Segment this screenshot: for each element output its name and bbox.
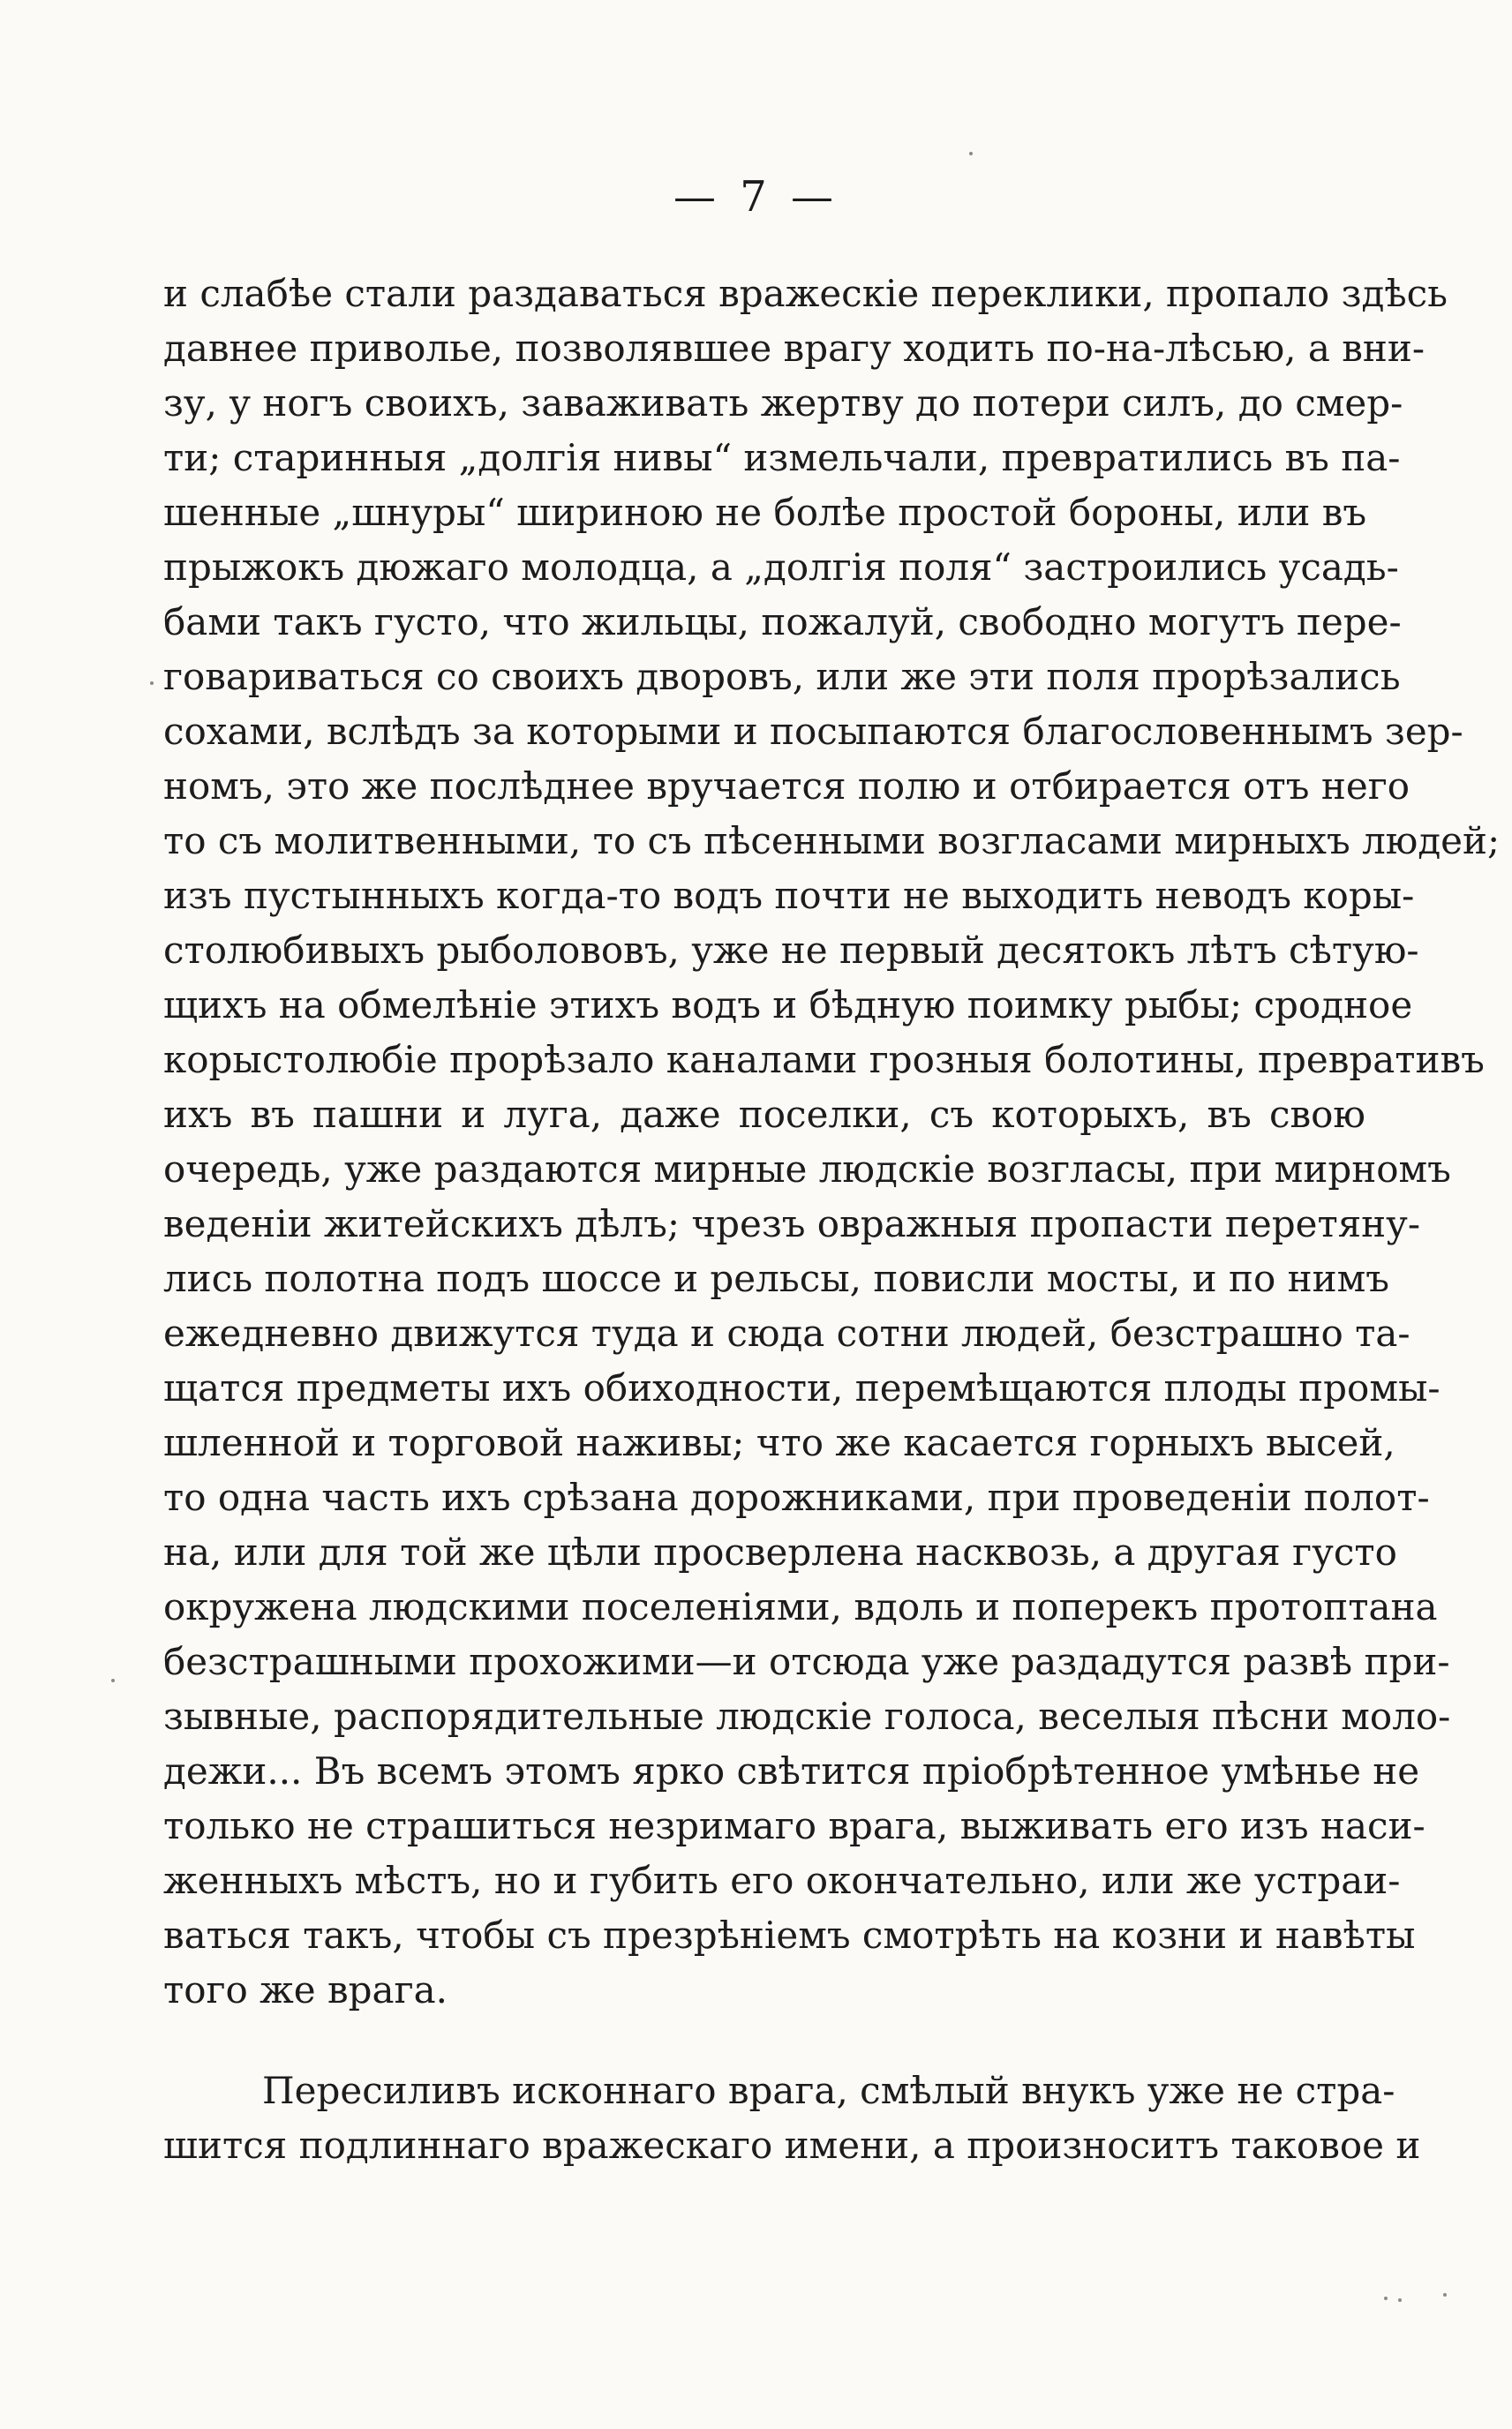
body-text xyxy=(163,267,1501,2173)
scan-speck xyxy=(1384,2297,1388,2300)
text-line: ваться такъ, чтобы съ презрѣніемъ смотрѣть на козни и навѣты xyxy=(163,1914,1416,1957)
text-line: очередь, уже раздаются мирные людскіе возгласы, при мирномъ xyxy=(163,1147,1451,1191)
scan-speck xyxy=(1398,2298,1402,2302)
scan-speck xyxy=(111,1679,115,1682)
text-line: шится подлиннаго вражескаго имени, а произноситъ таковое и xyxy=(163,2124,1421,2167)
text-line: и слабѣе стали раздаваться вражескіе переклики, пропало здѣсь xyxy=(163,272,1448,315)
text-line: ти; старинныя „долгія нивы“ измельчали, превратились въ па- xyxy=(163,436,1401,479)
text-line: Пересиливъ исконнаго врага, смѣлый внукъ уже не стра- xyxy=(262,2069,1395,2112)
text-line: того же врага. xyxy=(163,1968,448,2012)
text-line: щихъ на обмелѣніе этихъ водъ и бѣдную поимку рыбы; сродное xyxy=(163,983,1413,1026)
paragraph-gap xyxy=(163,2018,1365,2064)
text-line: прыжокъ дюжаго молодца, а „долгія поля“ застроились усадь- xyxy=(163,545,1399,589)
text-line: дежи... Въ всемъ этомъ ярко свѣтится пріобрѣтенное умѣнье не xyxy=(163,1749,1420,1793)
text-line: говариваться со своихъ дворовъ, или же эти поля прорѣзались xyxy=(163,655,1401,698)
text-line: бами такъ густо, что жильцы, пожалуй, свободно могутъ пере- xyxy=(163,600,1402,643)
scan-speck xyxy=(150,681,154,685)
text-line: номъ, это же послѣднее вручается полю и отбирается отъ него xyxy=(163,764,1410,808)
text-line: ежедневно движутся туда и сюда сотни людей, безстрашно та- xyxy=(163,1312,1410,1355)
text-line: то съ молитвенными, то съ пѣсенными возгласами мирныхъ людей; xyxy=(163,819,1501,862)
text-line: столюбивыхъ рыболововъ, уже не первый десятокъ лѣтъ сѣтую- xyxy=(163,929,1419,972)
text-line: веденіи житейскихъ дѣлъ; чрезъ овражныя пропасти перетяну- xyxy=(163,1202,1421,1245)
scan-speck xyxy=(1443,2293,1447,2297)
page-number: — 7 — xyxy=(673,172,839,222)
text-line: шленной и торговой наживы; что же касается горныхъ высей, xyxy=(163,1421,1395,1464)
text-line: зывные, распорядительные людскіе голоса, веселыя пѣсни моло- xyxy=(163,1695,1451,1738)
text-line: то одна часть ихъ срѣзана дорожниками, при проведеніи полот- xyxy=(163,1476,1430,1519)
text-line: безстрашными прохожими—и отсюда уже раздадутся развѣ при- xyxy=(163,1640,1450,1683)
text-line: окружена людскими поселеніями, вдоль и поперекъ протоптана xyxy=(163,1585,1438,1628)
text-line: зу, у ногъ своихъ, заваживать жертву до потери силъ, до смер- xyxy=(163,381,1403,425)
text-line: лись полотна подъ шоссе и рельсы, повисли мосты, и по нимъ xyxy=(163,1257,1390,1300)
text-line: женныхъ мѣстъ, но и губить его окончательно, или же устраи- xyxy=(163,1859,1401,1902)
text-line: шенные „шнуры“ шириною не болѣе простой бороны, или въ xyxy=(163,491,1367,534)
text-line: на, или для той же цѣли просверлена насквозь, а другая густо xyxy=(163,1530,1397,1574)
text-line: изъ пустынныхъ когда-то водъ почти не выходить неводъ коры- xyxy=(163,874,1415,917)
text-line: корыстолюбіе прорѣзало каналами грозныя болотины, превративъ xyxy=(163,1038,1485,1081)
scan-speck xyxy=(969,152,973,155)
text-line: щатся предметы ихъ обиходности, перемѣщаются плоды промы- xyxy=(163,1366,1441,1410)
text-line: ихъ въ пашни и луга, даже поселки, съ которыхъ, въ свою xyxy=(163,1093,1365,1136)
text-line: давнее приволье, позволявшее врагу ходить по-на-лѣсью, а вни- xyxy=(163,327,1425,370)
text-line: только не страшиться незримаго врага, выживать его изъ наси- xyxy=(163,1804,1425,1847)
text-line: сохами, вслѣдъ за которыми и посыпаются благословеннымъ зер- xyxy=(163,710,1463,753)
